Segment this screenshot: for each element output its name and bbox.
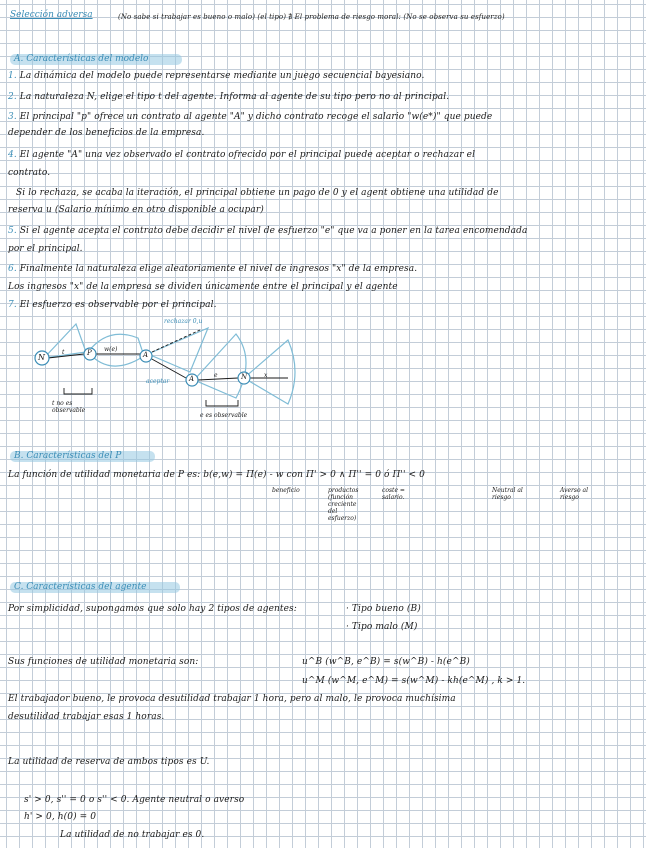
edge-label: w(e) <box>104 346 118 353</box>
condition-line: La utilidad de no trabajar es 0. <box>60 830 205 840</box>
text-line: desutilidad trabajar esas 1 horas. <box>8 712 165 722</box>
list-item: Si lo rechaza, se acaba la iteración, el principal obtiene un pago de 0 y el agent obtiene una utilidad de <box>16 188 499 198</box>
text-line: El trabajador bueno, le provoca desutilidad trabajar 1 hora, pero al malo, le provoca muchísima <box>8 694 456 704</box>
list-item: por el principal. <box>8 244 83 254</box>
text-line: Por simplicidad, supongamos que solo hay 2 tipos de agentes: <box>8 604 297 614</box>
text-line: Sus funciones de utilidad monetaria son: <box>8 657 199 667</box>
edge-label: aceptar <box>146 378 170 385</box>
node-label: P <box>87 349 92 357</box>
utility-bad: u^M (w^M, e^M) = s(w^M) - kh(e^M) , k > 1. <box>302 676 526 686</box>
page-title: Selección adversa <box>10 10 93 20</box>
list-item: 3. El principal "p" ofrece un contrato al agente "A" y dicho contrato recoge el salario "w(e*)" que puede <box>8 112 493 122</box>
list-item: 1. La dinámica del modelo puede representarse mediante un juego secuencial bayesiano. <box>8 71 425 81</box>
label-averso: Averso al riesgo <box>560 487 588 501</box>
agent-type: · Tipo bueno (B) <box>346 604 421 614</box>
node-label: A <box>143 351 149 359</box>
utility-function-p: La función de utilidad monetaria de P es: b(e,w) = Π(e) - w con Π' > 0 ∧ Π'' = 0 ó Π'' < 0 <box>8 470 425 480</box>
label-neutral: Neutral al riesgo <box>492 487 523 501</box>
reserve-utility: La utilidad de reserva de ambos tipos es U. <box>8 757 210 767</box>
list-item: 7. El esfuerzo es observable por el principal. <box>8 300 217 310</box>
section-heading-c: C. Características del agente <box>10 582 180 593</box>
condition-line: h' > 0, h(0) = 0 <box>24 812 97 822</box>
list-item: 6. Finalmente la naturaleza elige aleatoriamente el nivel de ingresos "x" de la empresa. <box>8 264 418 274</box>
edge-label: t <box>62 349 65 356</box>
label-beneficio: beneficio <box>272 487 300 494</box>
node-label: N <box>241 373 248 381</box>
label-coste: coste = salario. <box>382 487 405 501</box>
agent-type: · Tipo malo (M) <box>346 622 418 632</box>
utility-good: u^B (w^B, e^B) = s(w^B) - h(e^B) <box>302 657 470 667</box>
list-item: contrato. <box>8 168 51 178</box>
node-label: A <box>189 375 195 383</box>
node-label: N <box>38 353 45 362</box>
list-item: depender de los beneficios de la empresa. <box>8 128 205 138</box>
bracket-label: e es observable <box>200 412 248 419</box>
edge-label: x <box>264 372 268 379</box>
title-note: (No sabe si trabajar es bueno o malo) (el tipo) ∄ El problema de riesgo moral: (No se observa su esfuerzo) <box>118 13 505 21</box>
section-heading-b: B. Características del P <box>10 451 155 462</box>
info-fan <box>244 340 295 404</box>
label-productos: productos (función creciente del esfuerzo) <box>328 487 359 522</box>
edge-label: rechazar 0,u <box>164 318 203 325</box>
bracket-label: t no es observable <box>52 400 86 414</box>
info-fan <box>44 324 86 358</box>
list-item: 2. La naturaleza N, elige el tipo t del agente. Informa al agente de su tipo pero no al principal. <box>8 92 450 102</box>
list-item: 4. El agente "A" una vez observado el contrato ofrecido por el principal puede aceptar o rechazar el <box>8 150 476 160</box>
edge-label: e <box>214 372 218 379</box>
list-item: reserva u (Salario mínimo en otro disponible a ocupar) <box>8 205 264 215</box>
list-item: 5. Si el agente acepta el contrato debe decidir el nivel de esfuerzo "e" que va a poner en la tarea encomendada <box>8 226 528 236</box>
list-item: Los ingresos "x" de la empresa se dividen únicamente entre el principal y el agente <box>8 282 398 292</box>
condition-line: s' > 0, s'' = 0 o s'' < 0. Agente neutral o averso <box>24 795 245 805</box>
section-heading-a: A. Características del modelo <box>10 54 182 65</box>
